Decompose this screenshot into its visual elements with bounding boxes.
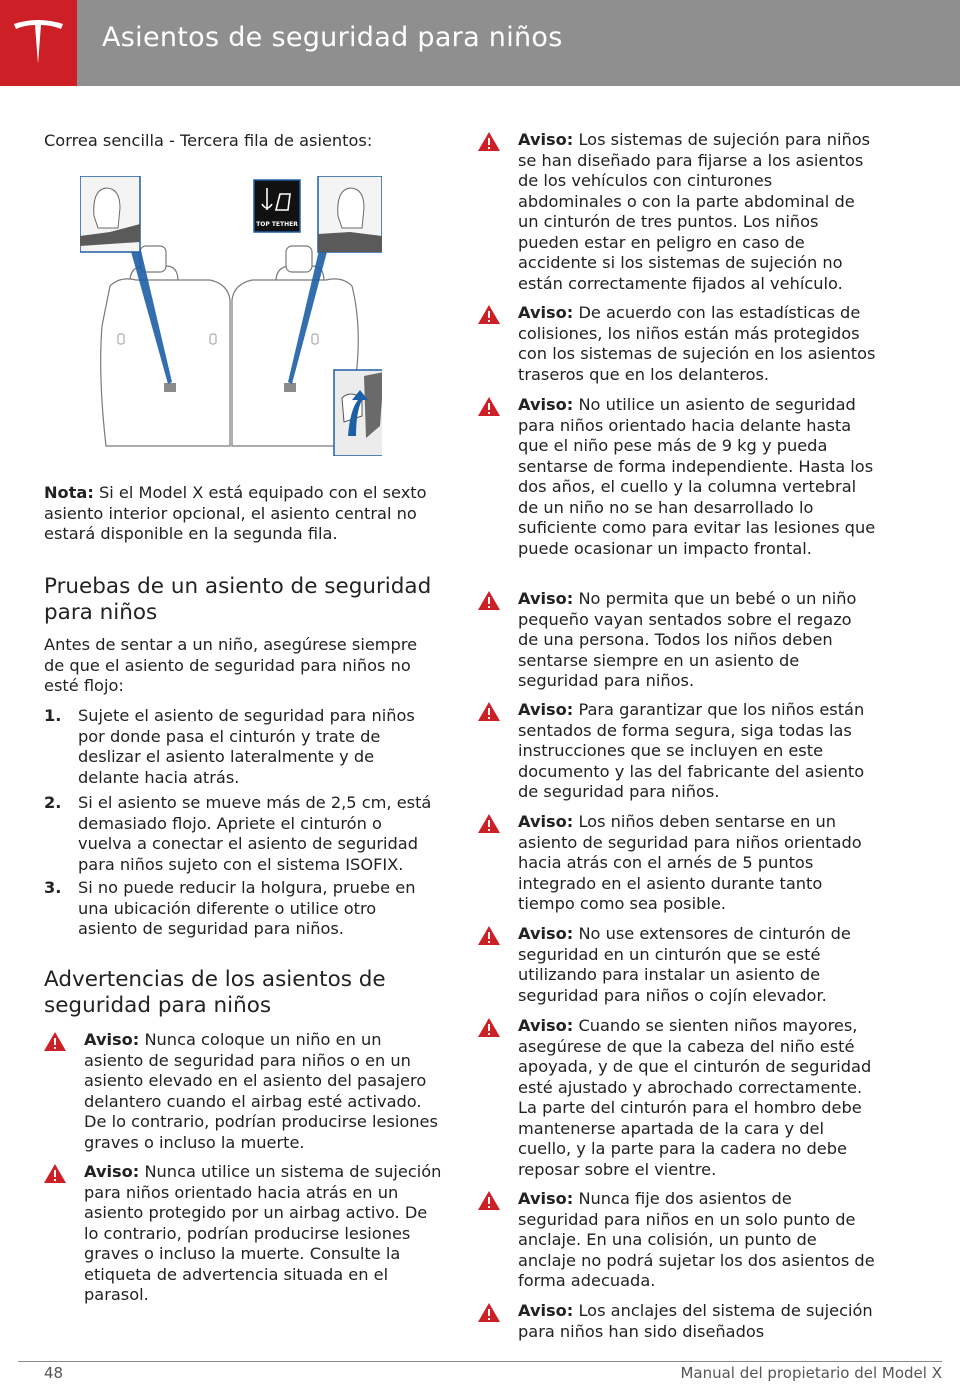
warning-icon <box>478 591 500 610</box>
warning-icon <box>478 1303 500 1322</box>
warning-icon <box>44 1032 66 1051</box>
warning-label: Aviso: <box>518 1189 574 1208</box>
warning-icon <box>478 132 500 151</box>
warning-text: Los anclajes del sistema de sujeción para niños han sido diseñados <box>518 1301 873 1341</box>
warning-icon <box>478 1191 500 1210</box>
warning-text: Cuando se sienten niños mayores, asegúrese de que la cabeza del niño esté apoyada, y de que el cinturón de seguridad esté ajustado y abrochado correctamente. La parte del cinturón para el hombro debe mantenerse apartada de la cara y del cuello, y la parte para la cadera no debe reposar sobre el vientre. <box>518 1016 872 1179</box>
note-label: Nota: <box>44 483 94 502</box>
warning-text: Los sistemas de sujeción para niños se han diseñado para fijarse a los asientos de los vehículos con cinturones abdominales o con la parte abdominal de un cinturón de tres puntos. Los niños pueden estar en peligro en caso de accidente si los sistemas de sujeción no están correctamente fijados al vehículo. <box>518 130 871 293</box>
warning-label: Aviso: <box>518 924 574 943</box>
step-text: Si el asiento se mueve más de 2,5 cm, está demasiado flojo. Apriete el cinturón o vuelva a conectar el asiento de seguridad para niños sujeto con el sistema ISOFIX. <box>78 793 432 874</box>
tesla-logo-icon <box>12 18 65 70</box>
seat-diagram <box>80 176 382 456</box>
warning-label: Aviso: <box>518 1016 574 1035</box>
section-title-warnings: Advertencias de los asientos de seguridad para niños <box>44 967 386 1018</box>
step-text: Sujete el asiento de seguridad para niños por donde pasa el cinturón y trate de deslizar el asiento lateralmente y de delante hacia atrás. <box>78 706 415 787</box>
warning-text: Nunca fije dos asientos de seguridad para niños en un solo punto de anclaje. En una colisión, un punto de anclaje no podrá sujetar los dos asientos de forma adecuada. <box>518 1189 875 1290</box>
rear-seat-illustration <box>80 176 382 456</box>
step-number: 2. <box>44 793 62 812</box>
warning-icon <box>478 814 500 833</box>
warning-text: Nunca utilice un sistema de sujeción para niños orientado hacia atrás en un asiento protegido por un airbag activo. De lo contrario, podrían producirse lesiones graves o incluso la muerte. Consulte la etiqueta de advertencia situada en el parasol. <box>84 1162 442 1304</box>
warning-text: De acuerdo con las estadísticas de colisiones, los niños están más protegidos con los sistemas de sujeción en los asientos traseros que en los delanteros. <box>518 303 876 384</box>
step-text: Si no puede reducir la holgura, pruebe en una ubicación diferente o utilice otro asiento de seguridad para niños. <box>78 878 416 938</box>
warning-label: Aviso: <box>518 395 574 414</box>
warning-icon <box>44 1164 66 1183</box>
step-number: 1. <box>44 706 62 725</box>
warning-text: Nunca coloque un niño en un asiento de seguridad para niños o en un asiento elevado en el asiento del pasajero delantero cuando el airbag esté activado. De lo contrario, podrían producirse lesiones graves o incluso la muerte. <box>84 1030 438 1152</box>
intro-text: Correa sencilla - Tercera fila de asientos: <box>44 131 373 150</box>
warning-icon <box>478 926 500 945</box>
brand-logo <box>0 0 77 86</box>
warning-label: Aviso: <box>518 812 574 831</box>
note <box>44 483 440 545</box>
page-title: Asientos de seguridad para niños <box>102 22 563 53</box>
page-number: 48 <box>44 1364 64 1382</box>
warning-label: Aviso: <box>518 700 574 719</box>
warning-label: Aviso: <box>84 1030 140 1049</box>
warning-label: Aviso: <box>84 1162 140 1181</box>
warning-icon <box>478 305 500 324</box>
warning-label: Aviso: <box>518 589 574 608</box>
footer-divider <box>18 1361 942 1362</box>
warning-text: Para garantizar que los niños están sentados de forma segura, siga todas las instrucciones que se incluyen en este documento y las del fabricante del asiento de seguridad para niños. <box>518 700 865 801</box>
top-tether-badge: TOP TETHER <box>256 221 298 228</box>
section-title-testing: Pruebas de un asiento de seguridad para niños <box>44 574 432 625</box>
section-intro-testing: Antes de sentar a un niño, asegúrese siempre de que el asiento de seguridad para niños no esté flojo: <box>44 635 418 695</box>
note-text: Si el Model X está equipado con el sexto asiento interior opcional, el asiento central no estará disponible en la segunda fila. <box>44 483 427 543</box>
warning-text: No utilice un asiento de seguridad para niños orientado hacia delante hasta que el niño pese más de 9 kg y pueda sentarse de forma independiente. Hasta los dos años, el cuello y la columna vertebral de un niño no se han desarrollado lo suficiente como para evitar las lesiones que puede ocasionar un impacto frontal. <box>518 395 876 558</box>
footer-title: Manual del propietario del Model X <box>680 1364 942 1382</box>
warning-label: Aviso: <box>518 130 574 149</box>
warning-label: Aviso: <box>518 303 574 322</box>
warning-icon <box>478 702 500 721</box>
warning-icon <box>478 397 500 416</box>
warning-label: Aviso: <box>518 1301 574 1320</box>
warning-text: No permita que un bebé o un niño pequeño vayan sentados sobre el regazo de una persona. Todos los niños deben sentarse siempre en un asiento de seguridad para niños. <box>518 589 857 690</box>
warning-text: No use extensores de cinturón de seguridad en un cinturón que se esté utilizando para instalar un asiento de seguridad para niños o cojín elevador. <box>518 924 851 1005</box>
step-number: 3. <box>44 878 62 897</box>
warning-icon <box>478 1018 500 1037</box>
warning-text: Los niños deben sentarse en un asiento de seguridad para niños orientado hacia atrás con el arnés de 5 puntos integrado en el asiento durante tanto tiempo como sea posible. <box>518 812 862 913</box>
page-header <box>0 0 960 86</box>
